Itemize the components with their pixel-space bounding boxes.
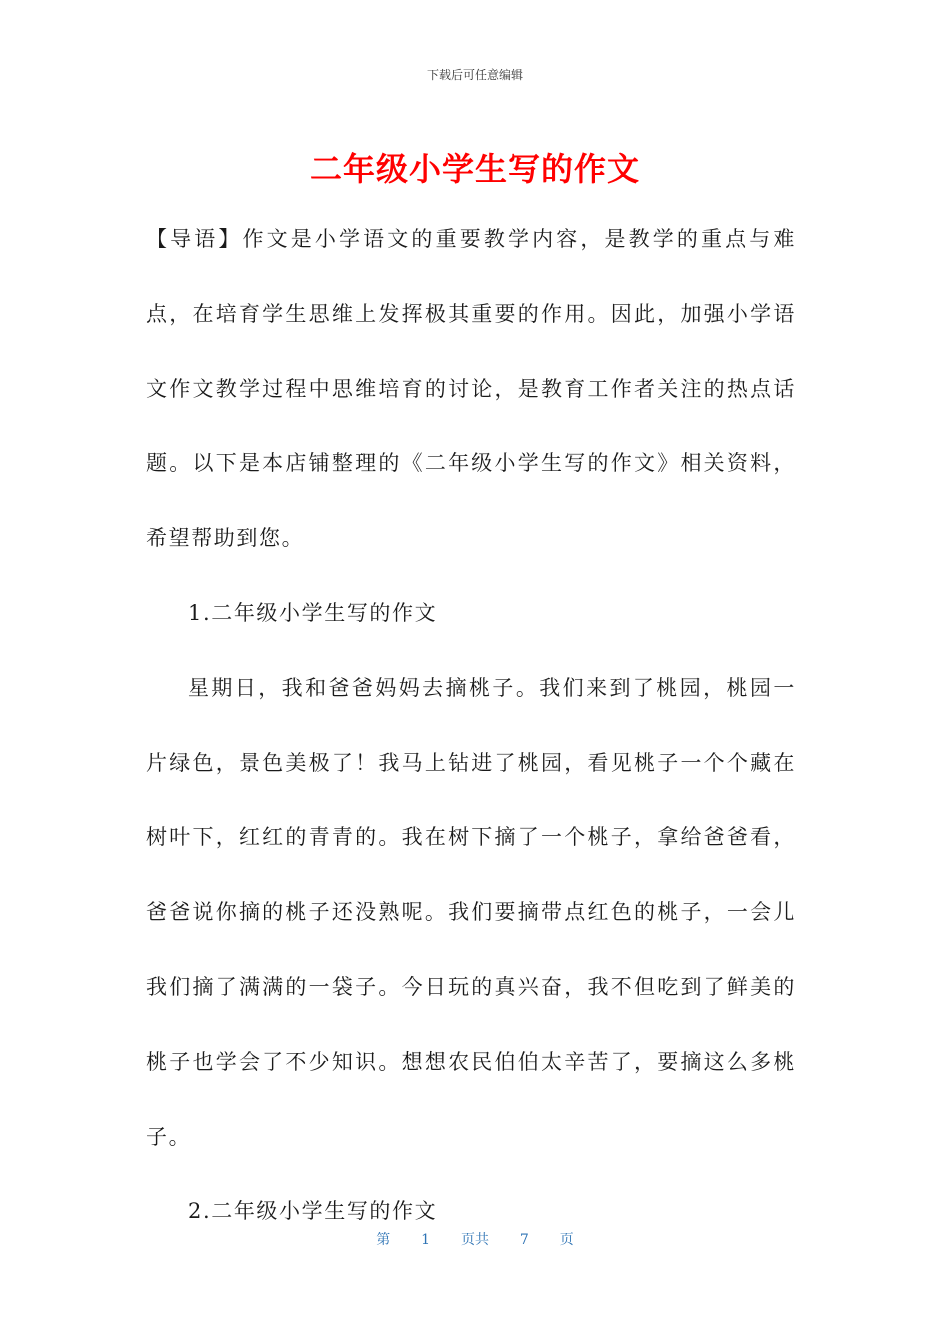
section-heading-1: 1.二年级小学生写的作文 bbox=[188, 600, 438, 625]
footer-mid: 页共 bbox=[461, 1232, 489, 1248]
footer-prefix: 第 bbox=[376, 1232, 391, 1248]
page-footer bbox=[0, 1229, 950, 1249]
header-note: 下载后可任意编辑 bbox=[426, 68, 523, 82]
intro-paragraph: 【导语】作文是小学语文的重要教学内容，是教学的重点与难点，在培育学生思维上发挥极其重要的作用。因此，加强小学语文作文教学过程中思维培育的讨论，是教育工作者关注的热点话题。以下是本店铺整理的《二年级小学生写的作文》相关资料，希望帮助到您。 bbox=[146, 227, 796, 551]
footer-page-number: 1 bbox=[421, 1232, 431, 1248]
section-heading-2: 2.二年级小学生写的作文 bbox=[188, 1199, 438, 1224]
essay-paragraph-1: 星期日，我和爸爸妈妈去摘桃子。我们来到了桃园，桃园一片绿色，景色美极了！我马上钻进了桃园，看见桃子一个个藏在树叶下，红红的青青的。我在树下摘了一个桃子，拿给爸爸看，爸爸说你摘的桃子还没熟呢。我们要摘带点红色的桃子，一会儿我们摘了满满的一袋子。今日玩的真兴奋，我不但吃到了鲜美的桃子也学会了不少知识。想想农民伯伯太辛苦了，要摘这么多桃子。 bbox=[146, 675, 796, 1149]
footer-total-pages: 7 bbox=[519, 1232, 529, 1248]
document-title: 二年级小学生写的作文 bbox=[309, 150, 640, 188]
document-body bbox=[146, 202, 796, 1249]
footer-suffix: 页 bbox=[559, 1232, 574, 1248]
